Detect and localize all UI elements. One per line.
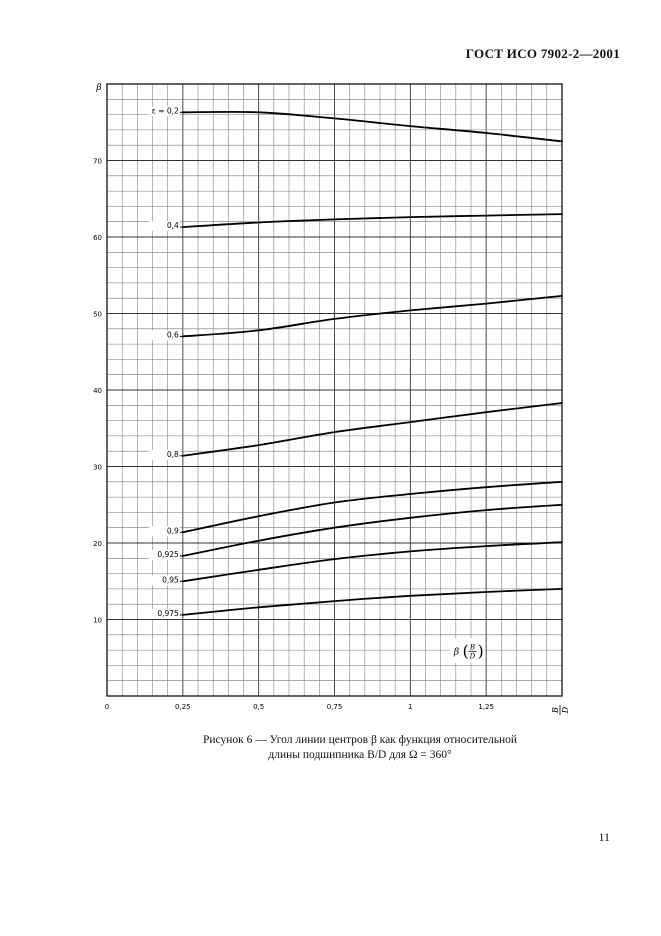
x-tick-label: 1 xyxy=(408,703,413,711)
series-label-4: 0,9 xyxy=(166,526,179,536)
y-tick-label: 40 xyxy=(93,387,102,395)
page-number: 11 xyxy=(598,830,610,844)
series-labels xyxy=(149,106,183,619)
series-line-3 xyxy=(183,403,562,456)
y-tick-label: 30 xyxy=(93,463,102,472)
y-axis-label: β xyxy=(96,83,102,93)
inner-function-label-numerator: B xyxy=(469,643,476,652)
series-label-6: 0,95 xyxy=(162,575,179,585)
series-line-7 xyxy=(183,589,562,615)
x-axis-label xyxy=(551,705,570,715)
x-tick-label: 0,75 xyxy=(326,703,343,711)
y-tick-label: 60 xyxy=(93,234,102,242)
y-tick-label: 50 xyxy=(93,310,102,319)
series-label-1: 0,4 xyxy=(166,221,179,231)
chart-axes xyxy=(93,83,570,715)
inner-function-label-paren-open: ( xyxy=(462,641,469,661)
series-label-2: 0,6 xyxy=(166,330,179,340)
series-line-4 xyxy=(183,482,562,533)
inner-function-label-denominator: D xyxy=(469,652,476,661)
series-label-3: 0,8 xyxy=(166,449,179,459)
series-label-0: ε = 0,2 xyxy=(151,106,179,116)
x-tick-label: 1,25 xyxy=(478,703,494,711)
caption-line-2: длины подшипника B/D для Ω = 360° xyxy=(268,749,452,761)
y-tick-label: 20 xyxy=(93,540,102,548)
chart-grid xyxy=(107,84,562,696)
x-tick-label: 0,25 xyxy=(175,703,191,711)
y-tick-label: 10 xyxy=(93,616,102,625)
inner-function-label xyxy=(450,638,484,662)
document-header: ГОСТ ИСО 7902-2—2001 xyxy=(465,46,620,61)
x-tick-label: 0,5 xyxy=(253,703,265,711)
series-line-6 xyxy=(183,542,562,581)
y-tick-label: 70 xyxy=(93,157,102,166)
series-line-0 xyxy=(183,112,562,142)
figure-caption xyxy=(150,733,570,763)
x-axis-label-numerator: B xyxy=(551,707,560,713)
x-tick-label: 0 xyxy=(104,703,110,711)
series-label-7: 0,975 xyxy=(157,608,179,618)
series-line-1 xyxy=(183,214,562,227)
series-line-2 xyxy=(183,296,562,337)
caption-line-1: Рисунок 6 — Угол линии центров β как функция относительной xyxy=(202,734,518,746)
inner-function-label-paren-close: ) xyxy=(477,641,484,661)
chart-series xyxy=(183,112,562,615)
x-axis-label-denominator: D xyxy=(561,706,570,714)
inner-function-label-prefix: β xyxy=(453,647,460,658)
series-label-5: 0,925 xyxy=(157,550,179,560)
